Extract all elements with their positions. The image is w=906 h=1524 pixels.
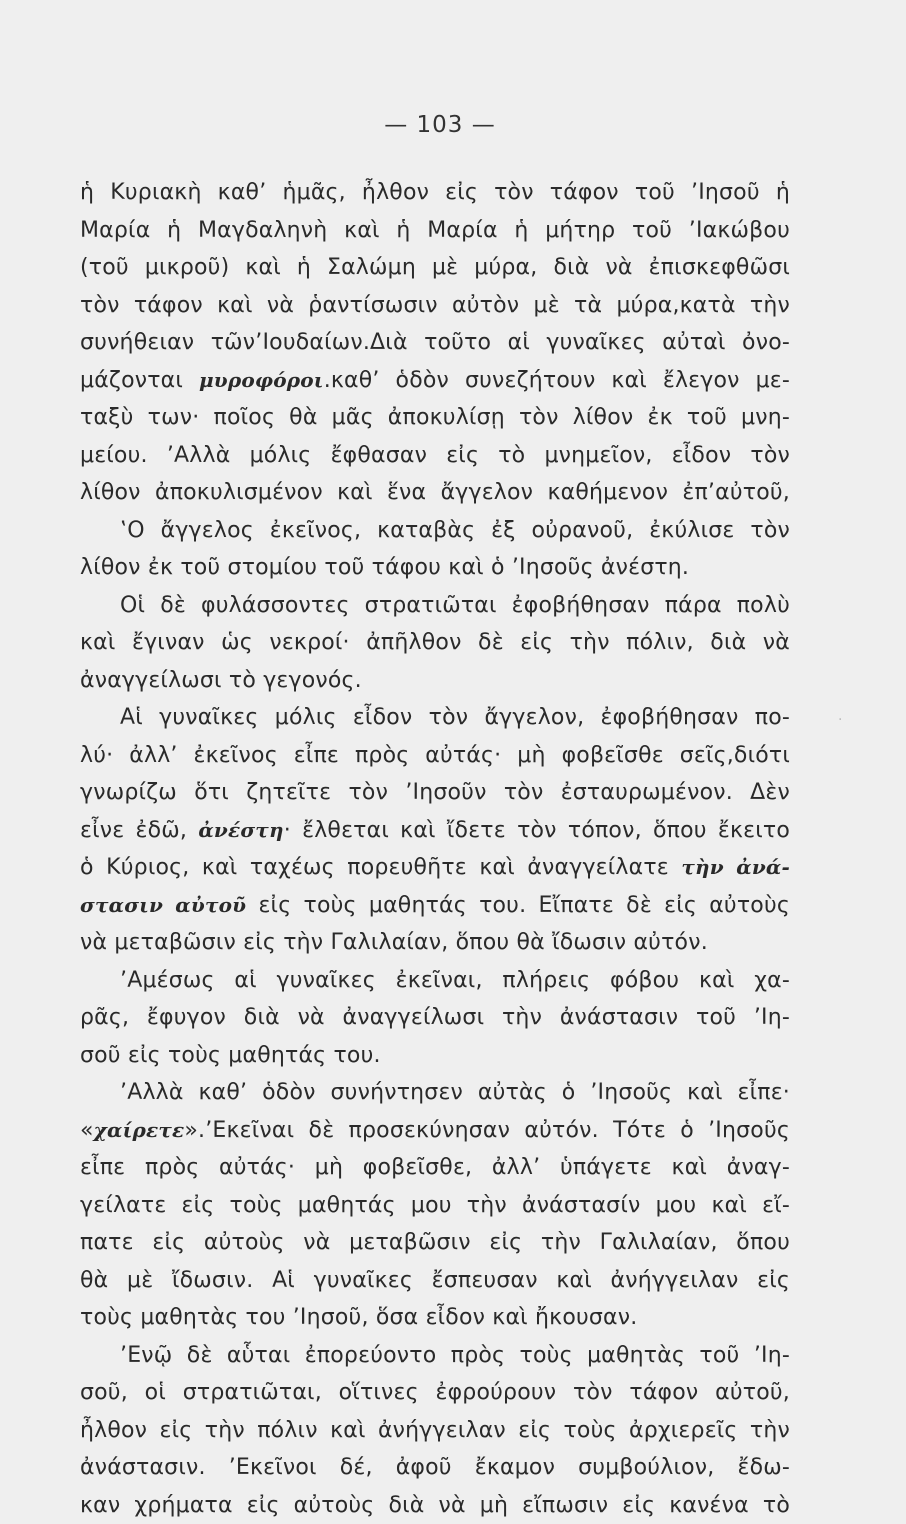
text-line xyxy=(80,437,790,475)
text-line xyxy=(80,174,790,212)
text-segment: (τοῦ μικροῦ) καὶ ἡ Σαλώμη μὲ μύρα, διὰ νὰ ἐπισκεφθῶσι xyxy=(80,255,790,280)
text-line xyxy=(80,362,790,400)
text-line xyxy=(80,212,790,250)
text-segment: λύ· ἀλλ’ ἐκεῖνος εἶπε πρὸς αὐτάς· μὴ φοβεῖσθε σεῖς,διότι xyxy=(80,743,790,768)
text-segment: σοῦ εἰς τοὺς μαθητάς του. xyxy=(80,1043,381,1068)
emphasized-text: στασιν αὐτοῦ xyxy=(80,893,246,917)
text-segment: .καθ’ ὁδὸν συνεζήτουν καὶ ἔλεγον με- xyxy=(324,368,790,393)
text-line xyxy=(80,549,790,587)
text-line xyxy=(80,1187,790,1225)
text-segment: « xyxy=(80,1118,94,1143)
text-line xyxy=(80,1412,790,1450)
text-line xyxy=(80,324,790,362)
text-segment: τὸν τάφον καὶ νὰ ῥαντίσωσιν αὐτὸν μὲ τὰ μύρα,κατὰ τὴν xyxy=(80,293,790,318)
text-line xyxy=(80,774,790,812)
text-segment: ’Αλλὰ καθ’ ὁδὸν συνήντησεν αὐτὰς ὁ ’Ιησοῦς καὶ εἶπε· xyxy=(120,1080,790,1105)
text-segment: λίθον ἀποκυλισμένον καὶ ἕνα ἄγγελον καθήμενον ἐπ’αὐτοῦ, xyxy=(80,480,790,505)
text-segment: · ἔλθεται καὶ ἴδετε τὸν τόπον, ὅπου ἔκειτο xyxy=(284,818,790,843)
text-line xyxy=(80,699,790,737)
text-line xyxy=(80,737,790,775)
text-segment: ».’Εκεῖναι δὲ προσεκύνησαν αὐτόν. Τότε ὁ ’Ιησοῦς xyxy=(184,1118,790,1143)
text-segment: σοῦ, οἱ στρατιῶται, οἵτινες ἐφρούρουν τὸν τάφον αὐτοῦ, xyxy=(80,1380,790,1405)
text-segment: ἀνάστασιν. ’Εκεῖνοι δέ, ἀφοῦ ἔκαμον συμβούλιον, ἔδω- xyxy=(80,1455,790,1480)
text-segment: μείου. ’Αλλὰ μόλις ἔφθασαν εἰς τὸ μνημεῖον, εἶδον τὸν xyxy=(80,443,790,468)
text-segment: λίθον ἐκ τοῦ στομίου τοῦ τάφου καὶ ὁ ’Ιησοῦς ἀνέστη. xyxy=(80,555,689,580)
text-segment: καν χρήματα εἰς αὐτοὺς διὰ νὰ μὴ εἴπωσιν εἰς κανένα τὸ xyxy=(80,1493,790,1518)
text-line xyxy=(80,887,790,925)
text-line xyxy=(80,512,790,550)
text-line xyxy=(80,1374,790,1412)
text-line xyxy=(80,1487,790,1524)
text-line xyxy=(80,1074,790,1112)
text-line xyxy=(80,1224,790,1262)
text-segment: ‛Ο ἄγγελος ἐκεῖνος, καταβὰς ἐξ οὐρανοῦ, ἐκύλισε τὸν xyxy=(120,518,790,543)
text-segment: γνωρίζω ὅτι ζητεῖτε τὸν ’Ιησοῦν τὸν ἐσταυρωμένον. Δὲν xyxy=(80,780,790,805)
text-line xyxy=(80,924,790,962)
text-line xyxy=(80,1112,790,1150)
text-segment: εἰς τοὺς μαθητάς του. Εἴπατε δὲ εἰς αὐτοὺς xyxy=(246,893,790,918)
text-segment: ρᾶς, ἔφυγον διὰ νὰ ἀναγγείλωσι τὴν ἀνάστασιν τοῦ ’Ιη- xyxy=(80,1005,790,1030)
text-segment: εἶνε ἐδῶ, xyxy=(80,818,198,843)
text-line xyxy=(80,587,790,625)
text-line xyxy=(80,962,790,1000)
text-segment: ὁ Κύριος, καὶ ταχέως πορευθῆτε καὶ ἀναγγείλατε xyxy=(80,855,681,880)
text-line xyxy=(80,624,790,662)
emphasized-text: χαίρετε xyxy=(94,1118,185,1142)
text-line xyxy=(80,249,790,287)
text-line xyxy=(80,1037,790,1075)
emphasized-text: ἀνέστη xyxy=(198,818,283,842)
text-segment: πατε εἰς αὐτοὺς νὰ μεταβῶσιν εἰς τὴν Γαλιλαίαν, ὅπου xyxy=(80,1230,790,1255)
text-segment: ἡ Κυριακὴ καθ’ ἡμᾶς, ἦλθον εἰς τὸν τάφον τοῦ ’Ιησοῦ ἡ xyxy=(80,180,790,205)
text-segment: γείλατε εἰς τοὺς μαθητάς μου τὴν ἀνάστασίν μου καὶ εἴ- xyxy=(80,1193,790,1218)
text-segment: θὰ μὲ ἴδωσιν. Αἱ γυναῖκες ἔσπευσαν καὶ ἀνήγγειλαν εἰς xyxy=(80,1268,790,1293)
text-line xyxy=(80,1149,790,1187)
text-line xyxy=(80,812,790,850)
text-segment: εἶπε πρὸς αὐτάς· μὴ φοβεῖσθε, ἀλλ’ ὑπάγετε καὶ ἀναγ- xyxy=(80,1155,790,1180)
text-line xyxy=(80,1449,790,1487)
text-segment: συνήθειαν τῶν’Ιουδαίων.Διὰ τοῦτο αἱ γυναῖκες αὐταὶ ὀνο- xyxy=(80,330,790,355)
text-line xyxy=(80,399,790,437)
text-line xyxy=(80,474,790,512)
text-line xyxy=(80,1299,790,1337)
page-number: — 103 — xyxy=(0,112,880,138)
text-segment: Μαρία ἡ Μαγδαληνὴ καὶ ἡ Μαρία ἡ μήτηρ τοῦ ’Ιακώβου xyxy=(80,218,790,243)
text-segment: νὰ μεταβῶσιν εἰς τὴν Γαλιλαίαν, ὅπου θὰ ἴδωσιν αὐτόν. xyxy=(80,930,708,955)
text-line xyxy=(80,849,790,887)
text-line xyxy=(80,662,790,700)
text-segment: Οἱ δὲ φυλάσσοντες στρατιῶται ἐφοβήθησαν πάρα πολὺ xyxy=(120,593,790,618)
text-segment: μάζονται xyxy=(80,368,199,393)
text-segment: ἀναγγείλωσι τὸ γεγονός. xyxy=(80,668,362,693)
text-segment: ’Αμέσως αἱ γυναῖκες ἐκεῖναι, πλήρεις φόβου καὶ χα- xyxy=(120,968,790,993)
text-line xyxy=(80,999,790,1037)
margin-mark: · xyxy=(838,712,842,728)
text-line xyxy=(80,1337,790,1375)
emphasized-text: μυροφόροι xyxy=(199,368,324,392)
text-line xyxy=(80,1262,790,1300)
text-segment: Αἱ γυναῖκες μόλις εἶδον τὸν ἄγγελον, ἐφοβήθησαν πο- xyxy=(120,705,790,730)
text-segment: ἦλθον εἰς τὴν πόλιν καὶ ἀνήγγειλαν εἰς τοὺς ἀρχιερεῖς τὴν xyxy=(80,1418,790,1443)
text-segment: ’Ενῷ δὲ αὗται ἐπορεύοντο πρὸς τοὺς μαθητὰς τοῦ ’Ιη- xyxy=(120,1343,790,1368)
text-line xyxy=(80,287,790,325)
text-segment: καὶ ἔγιναν ὡς νεκροί· ἀπῆλθον δὲ εἰς τὴν πόλιν, διὰ νὰ xyxy=(80,630,790,655)
emphasized-text: τὴν ἀνά- xyxy=(681,855,790,879)
text-segment: τοὺς μαθητὰς του ’Ιησοῦ, ὅσα εἶδον καὶ ἤκουσαν. xyxy=(80,1305,637,1330)
text-segment: ταξὺ των· ποῖος θὰ μᾶς ἀποκυλίσῃ τὸν λίθον ἐκ τοῦ μνη- xyxy=(80,405,790,430)
body-text xyxy=(80,174,790,1524)
